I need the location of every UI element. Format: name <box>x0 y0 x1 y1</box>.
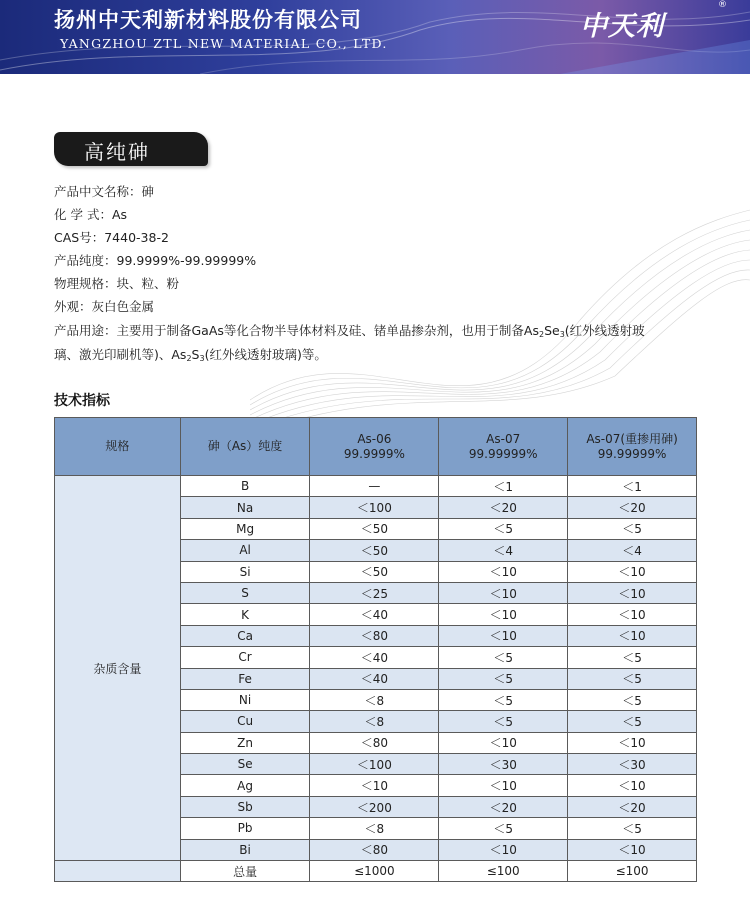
table-cell: ＜8 <box>310 689 439 710</box>
table-cell: Al <box>180 540 310 561</box>
info-line-spec: 物理规格：块、粒、粉 <box>54 276 180 291</box>
category-cell-empty <box>55 861 181 882</box>
product-title: 高纯砷 <box>84 140 150 164</box>
table-cell: ＜30 <box>439 754 568 775</box>
table-cell: ＜10 <box>439 561 568 582</box>
table-cell: ＜10 <box>439 625 568 646</box>
table-cell: ＜20 <box>439 796 568 817</box>
table-cell: ＜50 <box>310 561 439 582</box>
section-title: 技术指标 <box>54 393 110 409</box>
table-cell: Fe <box>180 668 310 689</box>
table-cell: ＜5 <box>439 689 568 710</box>
registered-mark: ® <box>718 0 727 10</box>
table-cell: ＜1 <box>439 476 568 497</box>
table-cell: ＜5 <box>568 711 697 732</box>
table-cell: ＜100 <box>310 497 439 518</box>
table-cell: ＜10 <box>568 604 697 625</box>
table-cell: Pb <box>180 818 310 839</box>
table-cell: ＜10 <box>439 582 568 603</box>
table-cell: ＜50 <box>310 540 439 561</box>
info-line-cas: CAS号：7440-38-2 <box>54 230 169 245</box>
table-cell: ＜8 <box>310 711 439 732</box>
table-cell: ＜40 <box>310 604 439 625</box>
table-header-cell: 砷（As）纯度 <box>180 418 310 476</box>
table-cell: Cr <box>180 647 310 668</box>
table-cell: ＜40 <box>310 668 439 689</box>
table-cell: Mg <box>180 518 310 539</box>
table-cell: ＜10 <box>439 839 568 860</box>
table-cell: ＜10 <box>568 582 697 603</box>
table-cell: ＜200 <box>310 796 439 817</box>
table-cell: Zn <box>180 732 310 753</box>
table-cell: ＜10 <box>310 775 439 796</box>
table-cell: B <box>180 476 310 497</box>
table-cell: ＜1 <box>568 476 697 497</box>
table-cell: ＜5 <box>568 818 697 839</box>
table-cell: ≤100 <box>439 861 568 882</box>
table-cell: Ni <box>180 689 310 710</box>
table-cell: Se <box>180 754 310 775</box>
table-cell: ＜50 <box>310 518 439 539</box>
table-header-cell: As-07(重掺用砷) 99.99999% <box>568 418 697 476</box>
table-cell: ＜10 <box>439 604 568 625</box>
table-cell: ≤1000 <box>310 861 439 882</box>
info-line-usage: 产品用途：主要用于制备GaAs等化合物半导体材料及硅、锗单晶掺杂剂，也用于制备$As_2Se_3$(红外线透射玻 <box>54 323 645 339</box>
table-cell: Si <box>180 561 310 582</box>
table-header-cell: 规格 <box>55 418 181 476</box>
table-header-cell: As-06 99.9999% <box>310 418 439 476</box>
table-cell: — <box>310 476 439 497</box>
table-cell: ＜5 <box>568 647 697 668</box>
table-header-row <box>55 418 697 476</box>
info-line-appearance: 外观：灰白色金属 <box>54 299 155 314</box>
table-header-cell: As-07 99.99999% <box>439 418 568 476</box>
table-row <box>55 861 697 882</box>
table-cell: ＜5 <box>439 518 568 539</box>
table-cell: ＜10 <box>568 839 697 860</box>
table-cell: Ag <box>180 775 310 796</box>
table-cell: ＜8 <box>310 818 439 839</box>
table-cell: ＜80 <box>310 732 439 753</box>
table-cell: K <box>180 604 310 625</box>
table-body <box>55 476 697 882</box>
table-cell: ＜80 <box>310 839 439 860</box>
table-cell: Na <box>180 497 310 518</box>
table-cell: ＜10 <box>439 732 568 753</box>
table-cell: ＜5 <box>568 518 697 539</box>
table-cell: ＜25 <box>310 582 439 603</box>
category-cell: 杂质含量 <box>55 476 181 861</box>
table-cell: ＜20 <box>439 497 568 518</box>
info-line-formula: 化 学 式：As <box>54 207 128 222</box>
table-cell: ＜10 <box>568 775 697 796</box>
product-title-box <box>54 132 208 166</box>
table-cell: ＜5 <box>439 818 568 839</box>
table-cell: 总量 <box>180 861 310 882</box>
info-line-name: 产品中文名称：砷 <box>54 184 155 199</box>
table-cell: ＜5 <box>439 668 568 689</box>
table-cell: ＜30 <box>568 754 697 775</box>
table-cell: Ca <box>180 625 310 646</box>
table-cell: ＜4 <box>439 540 568 561</box>
info-line-purity: 产品纯度：99.9999%-99.99999% <box>54 253 257 268</box>
table-cell: ＜4 <box>568 540 697 561</box>
table-cell: ＜5 <box>439 711 568 732</box>
company-name-en: YANGZHOU ZTL NEW MATERIAL CO., LTD. <box>60 36 388 51</box>
table-cell: ＜10 <box>568 732 697 753</box>
table-cell: ＜5 <box>568 668 697 689</box>
spec-table <box>54 417 697 882</box>
table-cell: Cu <box>180 711 310 732</box>
company-name-cn: 扬州中天利新材料股份有限公司 <box>54 8 362 32</box>
table-cell: ＜80 <box>310 625 439 646</box>
table-cell: ＜20 <box>568 497 697 518</box>
table-cell: ＜5 <box>568 689 697 710</box>
table-cell: ＜10 <box>568 561 697 582</box>
info-line-usage-cont: 璃、激光印刷机等)、$As_2S_3$(红外线透射玻璃)等。 <box>54 347 327 363</box>
table-cell: ＜10 <box>568 625 697 646</box>
table-cell: ＜20 <box>568 796 697 817</box>
page-header <box>0 0 750 74</box>
table-row <box>55 476 697 497</box>
table-cell: Bi <box>180 839 310 860</box>
table-cell: ＜10 <box>439 775 568 796</box>
table-cell: ＜5 <box>439 647 568 668</box>
table-cell: ≤100 <box>568 861 697 882</box>
table-cell: ＜100 <box>310 754 439 775</box>
brand-logo: 中天利 <box>580 11 664 42</box>
table-cell: S <box>180 582 310 603</box>
table-cell: Sb <box>180 796 310 817</box>
table-cell: ＜40 <box>310 647 439 668</box>
